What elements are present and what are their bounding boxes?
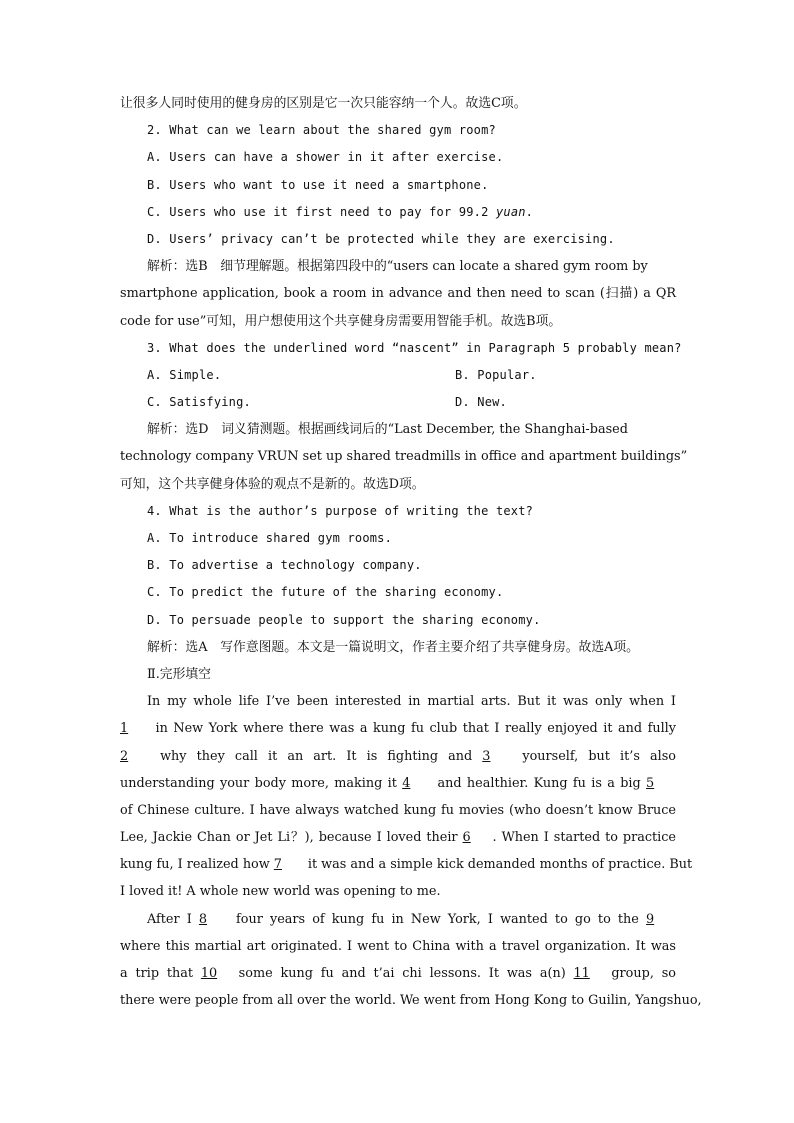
passage-line: Lee, Jackie Chan or Jet Li？), because I loved their 6 . When I started to practice (120, 824, 676, 851)
option-2c: C. Users who use it first need to pay for 99.2 yuan. (147, 204, 534, 219)
option-3c: C. Satisfying. (147, 395, 251, 410)
blank-7[interactable]: 7 (273, 857, 282, 873)
blank-6[interactable]: 6 (462, 830, 471, 846)
passage-line: After I 8 four years of kung fu in New York, I wanted to go to the 9 (120, 906, 676, 933)
question-3: 3. What does the underlined word “nascent” in Paragraph 5 probably mean? (147, 340, 682, 355)
option-row (120, 389, 676, 416)
blank-10[interactable]: 10 (200, 966, 218, 981)
document-page (120, 90, 702, 1014)
blank-3[interactable]: 3 (482, 748, 491, 764)
answer-2-line: code for use”可知，用户想使用这个共享健身房需要用智能手机。故选B项。 (120, 313, 562, 329)
option-3b: B. Popular. (455, 367, 537, 382)
blank-4[interactable]: 4 (402, 775, 411, 791)
passage-line: kung fu, I realized how 7 it was and a simple kick demanded months of practice. But (120, 851, 676, 878)
passage-line: a trip that 10 some kung fu and t’ai chi lessons. It was a(n) 11 group, so (120, 960, 676, 987)
answer-3-line: technology company VRUN set up shared treadmills in office and apartment buildings” (120, 449, 688, 465)
answer-2-line: 解析：选B 细节理解题。根据第四段中的“users can locate a shared gym room by (147, 259, 648, 275)
option-4c: C. To predict the future of the sharing economy. (147, 585, 504, 600)
passage-line: understanding your body more, making it 4 and healthier. Kung fu is a big 5 (120, 770, 676, 797)
option-4b: B. To advertise a technology company. (147, 558, 422, 573)
answer-2-line: smartphone application, book a room in advance and then need to scan (扫描) a QR (120, 286, 676, 302)
passage-line: I loved it! A whole new world was opening to me. (120, 884, 441, 900)
passage-line: 2 why they call it an art. It is fighting and 3 yourself, but it’s also (120, 743, 676, 770)
blank-1[interactable]: 1 (120, 721, 129, 737)
section-heading: Ⅱ.完形填空 (147, 666, 211, 682)
question-2: 2. What can we learn about the shared gym room? (147, 123, 496, 138)
explanation-line: 让很多人同时使用的健身房的区别是它一次只能容纳一个人。故选C项。 (120, 96, 527, 111)
answer-3-line: 解析：选D 词义猜测题。根据画线词后的“Last December, the Shanghai-based (147, 422, 628, 438)
option-row (120, 362, 676, 389)
answer-4-line: 解析：选A 写作意图题。本文是一篇说明文，作者主要介绍了共享健身房。故选A项。 (147, 639, 639, 655)
option-2b: B. Users who want to use it need a smartphone. (147, 177, 489, 192)
blank-11[interactable]: 11 (573, 966, 590, 981)
passage-line: 1 in New York where there was a kung fu club that I really enjoyed it and fully (120, 715, 676, 742)
answer-3-line: 可知，这个共享健身体验的观点不是新的。故选D项。 (120, 476, 425, 492)
blank-2[interactable]: 2 (120, 748, 129, 764)
option-2a: A. Users can have a shower in it after exercise. (147, 150, 504, 165)
option-3a: A. Simple. (147, 367, 222, 382)
passage-line: In my whole life I’ve been interested in martial arts. But it was only when I (147, 694, 676, 710)
passage-line: where this martial art originated. I went to China with a travel organization. It was (120, 938, 676, 954)
question-4: 4. What is the author’s purpose of writing the text? (147, 503, 534, 518)
blank-8[interactable]: 8 (198, 911, 208, 927)
option-3d: D. New. (455, 395, 507, 410)
blank-5[interactable]: 5 (646, 775, 655, 791)
option-4a: A. To introduce shared gym rooms. (147, 531, 393, 545)
passage-line: of Chinese culture. I have always watched kung fu movies (who doesn’t know Bruce (120, 802, 676, 818)
option-2d: D. Users’ privacy can’t be protected while they are exercising. (147, 231, 615, 246)
blank-9[interactable]: 9 (646, 911, 655, 927)
option-4d: D. To persuade people to support the sharing economy. (147, 612, 541, 627)
passage-line: there were people from all over the world. We went from Hong Kong to Guilin, Yangshuo, (120, 993, 702, 1009)
